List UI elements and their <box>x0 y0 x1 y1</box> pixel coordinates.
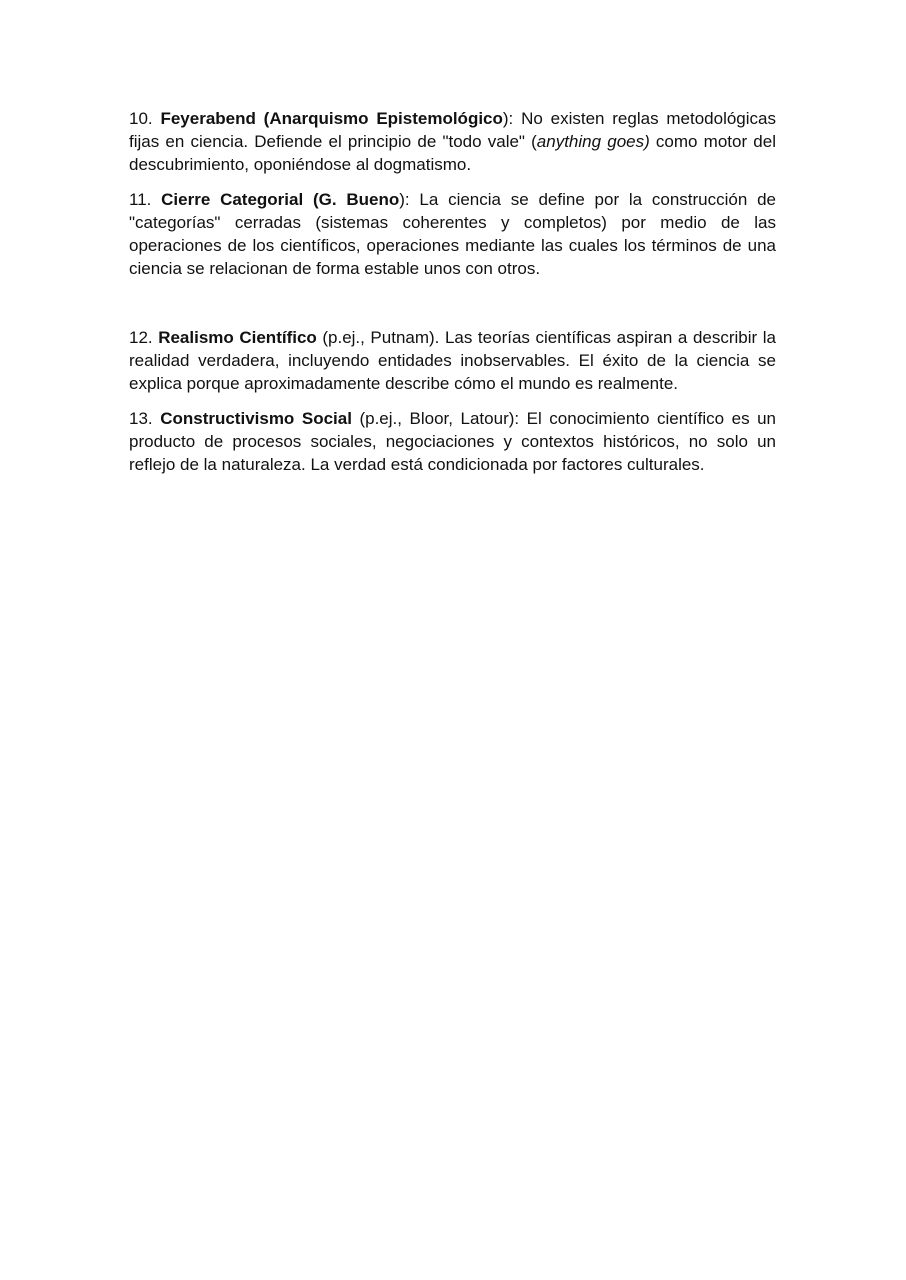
paragraph-feyerabend <box>129 107 776 176</box>
item-title: Cierre Categorial (G. Bueno <box>161 190 400 209</box>
item-title: Constructivismo Social <box>160 409 352 428</box>
item-number: 12. <box>129 328 153 347</box>
item-title: Feyerabend (Anarquismo Epistemológico <box>160 109 503 128</box>
item-number: 11. <box>129 190 152 209</box>
paragraph-cierre-categorial <box>129 188 776 280</box>
item-number: 10. <box>129 109 153 128</box>
paragraph-constructivismo-social <box>129 407 776 476</box>
item-text: ): No existen reglas metodológicas fijas en ciencia. Defiende el principio de "todo vale" ( <box>129 109 776 151</box>
document-body <box>129 107 776 476</box>
item-number: 13. <box>129 409 153 428</box>
item-title: Realismo Científico <box>158 328 317 347</box>
item-text: ): La ciencia se define por la construcción de "categorías" cerradas (sistemas coherentes y completos) por medio de las operaciones de los científicos, operaciones mediante las cuales los términos de una ciencia se relacionan de forma estable unos con otros. <box>129 190 777 278</box>
item-text: (p.ej., Bloor, Latour): El conocimiento científico es un producto de procesos sociales, negociaciones y contextos históricos, no solo un reflejo de la naturaleza. La verdad está condicionada por factores culturales. <box>129 409 777 474</box>
item-italic: anything goes) <box>536 132 650 151</box>
item-text: (p.ej., Putnam). Las teorías científicas aspiran a describir la realidad verdadera, incluyendo entidades inobservables. El éxito de la ciencia se explica porque aproximadamente describe cómo el mundo es realmente. <box>129 328 776 393</box>
item-text-end: como motor del descubrimiento, oponiéndose al dogmatismo. <box>129 132 776 174</box>
paragraph-realismo-cientifico <box>129 326 776 395</box>
